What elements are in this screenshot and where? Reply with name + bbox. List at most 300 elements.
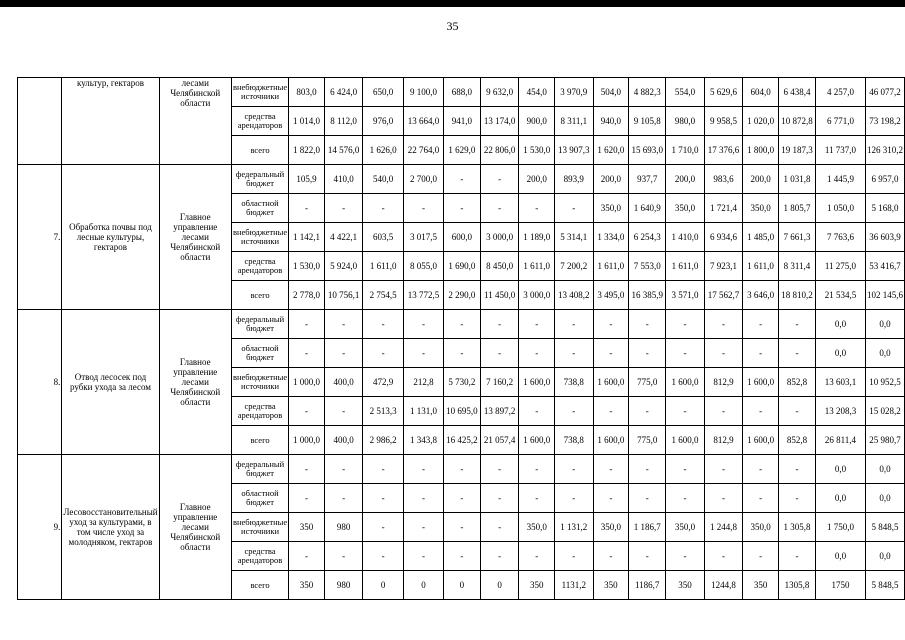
value-cell: 1 189,0 xyxy=(519,223,555,252)
value-cell: 6 771,0 xyxy=(815,107,865,136)
value-cell: 1 805,7 xyxy=(778,194,815,223)
value-cell: 540,0 xyxy=(363,165,404,194)
activity-name: Лесовосстановительный уход за культурами, в том числе уход за молодняком, гектаров xyxy=(62,455,159,600)
value-cell: 13 907,3 xyxy=(555,136,593,165)
value-cell: 350,0 xyxy=(666,513,705,542)
value-cell: 5 848,5 xyxy=(866,513,905,542)
value-cell: 1244,8 xyxy=(704,571,742,600)
value-cell: - xyxy=(555,310,593,339)
value-cell: 3 646,0 xyxy=(743,281,779,310)
value-cell: 1 000,0 xyxy=(289,426,325,455)
funding-source: всего xyxy=(231,136,288,165)
funding-source: внебюджетные источники xyxy=(231,513,288,542)
value-cell: - xyxy=(593,484,629,513)
value-cell: 812,9 xyxy=(704,368,742,397)
value-cell: 1 131,2 xyxy=(555,513,593,542)
value-cell: 738,8 xyxy=(555,426,593,455)
value-cell: 46 077,2 xyxy=(866,78,905,107)
funding-source: областной бюджет xyxy=(231,194,288,223)
value-cell: - xyxy=(480,455,518,484)
value-cell: 3 017,5 xyxy=(404,223,444,252)
value-cell: 6 254,3 xyxy=(629,223,666,252)
value-cell: - xyxy=(593,455,629,484)
value-cell: 9 100,0 xyxy=(404,78,444,107)
value-cell: 1 600,0 xyxy=(666,426,705,455)
activity-name: Отвод лесосек под рубки ухода за лесом xyxy=(62,310,159,455)
value-cell: - xyxy=(404,484,444,513)
item-number: 9. xyxy=(18,455,62,600)
value-cell: - xyxy=(704,397,742,426)
value-cell: 8 450,0 xyxy=(480,252,518,281)
funding-source: всего xyxy=(231,281,288,310)
value-cell: - xyxy=(404,455,444,484)
value-cell: - xyxy=(743,484,779,513)
value-cell: 0,0 xyxy=(866,484,905,513)
value-cell: 200,0 xyxy=(593,165,629,194)
value-cell: - xyxy=(363,194,404,223)
value-cell: - xyxy=(443,513,480,542)
value-cell: 604,0 xyxy=(743,78,779,107)
value-cell: 7 553,0 xyxy=(629,252,666,281)
value-cell: 893,9 xyxy=(555,165,593,194)
value-cell: 36 603,9 xyxy=(866,223,905,252)
value-cell: - xyxy=(704,310,742,339)
value-cell: - xyxy=(443,484,480,513)
value-cell: 2 290,0 xyxy=(443,281,480,310)
table-row xyxy=(18,455,905,484)
value-cell: 10 695,0 xyxy=(443,397,480,426)
funding-source: средства арендаторов xyxy=(231,107,288,136)
value-cell: 1 611,0 xyxy=(666,252,705,281)
value-cell: 22 764,0 xyxy=(404,136,444,165)
value-cell: 1 343,8 xyxy=(404,426,444,455)
value-cell: - xyxy=(363,542,404,571)
value-cell: - xyxy=(324,310,362,339)
value-cell: - xyxy=(778,484,815,513)
value-cell: 13 208,3 xyxy=(815,397,865,426)
funding-source: областной бюджет xyxy=(231,339,288,368)
value-cell: 1 611,0 xyxy=(593,252,629,281)
value-cell: 5 924,0 xyxy=(324,252,362,281)
item-number xyxy=(18,78,62,165)
value-cell: 1305,8 xyxy=(778,571,815,600)
value-cell: 1 600,0 xyxy=(743,368,779,397)
value-cell: 6 438,4 xyxy=(778,78,815,107)
value-cell: 0 xyxy=(480,571,518,600)
value-cell: - xyxy=(778,455,815,484)
value-cell: 200,0 xyxy=(743,165,779,194)
value-cell: - xyxy=(363,513,404,542)
value-cell: 400,0 xyxy=(324,426,362,455)
value-cell: 1 530,0 xyxy=(519,136,555,165)
value-cell: 1 800,0 xyxy=(743,136,779,165)
value-cell: - xyxy=(593,339,629,368)
value-cell: 454,0 xyxy=(519,78,555,107)
value-cell: 15 028,2 xyxy=(866,397,905,426)
value-cell: 350,0 xyxy=(666,194,705,223)
value-cell: 15 693,0 xyxy=(629,136,666,165)
value-cell: 53 416,7 xyxy=(866,252,905,281)
value-cell: - xyxy=(555,484,593,513)
value-cell: - xyxy=(289,339,325,368)
value-cell: 10 952,5 xyxy=(866,368,905,397)
value-cell: 21 534,5 xyxy=(815,281,865,310)
page-number: 35 xyxy=(446,19,459,33)
value-cell: - xyxy=(404,194,444,223)
funding-source: всего xyxy=(231,426,288,455)
value-cell: - xyxy=(480,310,518,339)
value-cell: - xyxy=(629,397,666,426)
value-cell: - xyxy=(289,194,325,223)
value-cell: 18 810,2 xyxy=(778,281,815,310)
value-cell: 11 450,0 xyxy=(480,281,518,310)
funding-source: федеральный бюджет xyxy=(231,455,288,484)
value-cell: 19 187,3 xyxy=(778,136,815,165)
value-cell: 2 700,0 xyxy=(404,165,444,194)
value-cell: - xyxy=(743,310,779,339)
value-cell: 0,0 xyxy=(866,542,905,571)
value-cell: 0 xyxy=(404,571,444,600)
value-cell: 0,0 xyxy=(815,542,865,571)
value-cell: 1 721,4 xyxy=(704,194,742,223)
value-cell: 7 763,6 xyxy=(815,223,865,252)
value-cell: 1 186,7 xyxy=(629,513,666,542)
value-cell: 603,5 xyxy=(363,223,404,252)
value-cell: 1 750,0 xyxy=(815,513,865,542)
value-cell: 3 970,9 xyxy=(555,78,593,107)
funding-source: областной бюджет xyxy=(231,484,288,513)
value-cell: 600,0 xyxy=(443,223,480,252)
value-cell: 1 600,0 xyxy=(519,368,555,397)
value-cell: 5 168,0 xyxy=(866,194,905,223)
value-cell: 937,7 xyxy=(629,165,666,194)
value-cell: 10 872,8 xyxy=(778,107,815,136)
value-cell: - xyxy=(743,339,779,368)
page-top-border xyxy=(0,0,905,7)
value-cell: 3 000,0 xyxy=(519,281,555,310)
value-cell: 6 934,6 xyxy=(704,223,742,252)
value-cell: 1 020,0 xyxy=(743,107,779,136)
value-cell: - xyxy=(519,310,555,339)
funding-source: средства арендаторов xyxy=(231,397,288,426)
value-cell: 8 055,0 xyxy=(404,252,444,281)
value-cell: - xyxy=(404,339,444,368)
value-cell: 400,0 xyxy=(324,368,362,397)
value-cell: - xyxy=(629,339,666,368)
value-cell: 5 629,6 xyxy=(704,78,742,107)
value-cell: 852,8 xyxy=(778,426,815,455)
value-cell: - xyxy=(443,310,480,339)
value-cell: 0,0 xyxy=(815,339,865,368)
value-cell: 650,0 xyxy=(363,78,404,107)
value-cell: 105,9 xyxy=(289,165,325,194)
value-cell: 1 445,9 xyxy=(815,165,865,194)
value-cell: 21 057,4 xyxy=(480,426,518,455)
table-row xyxy=(18,78,905,107)
responsible-org: Главное управление лесами Челябинской области xyxy=(159,310,231,455)
value-cell: 738,8 xyxy=(555,368,593,397)
value-cell: - xyxy=(443,542,480,571)
value-cell: - xyxy=(778,339,815,368)
value-cell: 0 xyxy=(363,571,404,600)
value-cell: 1 600,0 xyxy=(593,368,629,397)
value-cell: 0,0 xyxy=(866,455,905,484)
value-cell: 812,9 xyxy=(704,426,742,455)
value-cell: - xyxy=(629,455,666,484)
value-cell: - xyxy=(289,542,325,571)
value-cell: 976,0 xyxy=(363,107,404,136)
value-cell: 1 530,0 xyxy=(289,252,325,281)
value-cell: 472,9 xyxy=(363,368,404,397)
value-cell: - xyxy=(666,542,705,571)
value-cell: 13 408,2 xyxy=(555,281,593,310)
value-cell: 1131,2 xyxy=(555,571,593,600)
value-cell: 1 142,1 xyxy=(289,223,325,252)
value-cell: - xyxy=(404,513,444,542)
value-cell: - xyxy=(289,310,325,339)
funding-source: федеральный бюджет xyxy=(231,310,288,339)
value-cell: 688,0 xyxy=(443,78,480,107)
value-cell: 1 822,0 xyxy=(289,136,325,165)
value-cell: - xyxy=(519,542,555,571)
value-cell: 350,0 xyxy=(593,513,629,542)
value-cell: 7 661,3 xyxy=(778,223,815,252)
value-cell: 1 131,0 xyxy=(404,397,444,426)
value-cell: 11 275,0 xyxy=(815,252,865,281)
value-cell: 4 422,1 xyxy=(324,223,362,252)
value-cell: - xyxy=(555,397,593,426)
value-cell: 3 000,0 xyxy=(480,223,518,252)
value-cell: 775,0 xyxy=(629,368,666,397)
value-cell: 0 xyxy=(443,571,480,600)
value-cell: 980 xyxy=(324,571,362,600)
value-cell: - xyxy=(593,542,629,571)
value-cell: 9 632,0 xyxy=(480,78,518,107)
value-cell: 775,0 xyxy=(629,426,666,455)
value-cell: 1 305,8 xyxy=(778,513,815,542)
value-cell: 11 737,0 xyxy=(815,136,865,165)
value-cell: - xyxy=(324,542,362,571)
table-row xyxy=(18,165,905,194)
value-cell: 2 778,0 xyxy=(289,281,325,310)
value-cell: - xyxy=(666,455,705,484)
value-cell: - xyxy=(324,455,362,484)
value-cell: 200,0 xyxy=(519,165,555,194)
value-cell: 1 611,0 xyxy=(363,252,404,281)
value-cell: 9 958,5 xyxy=(704,107,742,136)
value-cell: - xyxy=(704,339,742,368)
value-cell: - xyxy=(519,397,555,426)
responsible-org: Главное управление лесами Челябинской области xyxy=(159,455,231,600)
value-cell: - xyxy=(480,484,518,513)
value-cell: - xyxy=(629,310,666,339)
value-cell: - xyxy=(324,339,362,368)
value-cell: - xyxy=(666,484,705,513)
funding-source: федеральный бюджет xyxy=(231,165,288,194)
value-cell: - xyxy=(363,455,404,484)
value-cell: 102 145,6 xyxy=(866,281,905,310)
value-cell: 1 600,0 xyxy=(519,426,555,455)
funding-source: внебюджетные источники xyxy=(231,78,288,107)
value-cell: - xyxy=(666,339,705,368)
value-cell: 3 571,0 xyxy=(666,281,705,310)
budget-table xyxy=(17,77,905,600)
value-cell: - xyxy=(555,455,593,484)
value-cell: 2 754,5 xyxy=(363,281,404,310)
value-cell: 1 600,0 xyxy=(743,426,779,455)
value-cell: 1750 xyxy=(815,571,865,600)
value-cell: 1 600,0 xyxy=(666,368,705,397)
value-cell: 7 160,2 xyxy=(480,368,518,397)
value-cell: - xyxy=(363,484,404,513)
value-cell: - xyxy=(519,339,555,368)
value-cell: 17 562,7 xyxy=(704,281,742,310)
value-cell: 1 690,0 xyxy=(443,252,480,281)
value-cell: - xyxy=(593,310,629,339)
value-cell: 13 897,2 xyxy=(480,397,518,426)
value-cell: 410,0 xyxy=(324,165,362,194)
value-cell: 1 710,0 xyxy=(666,136,705,165)
value-cell: 8 311,4 xyxy=(778,252,815,281)
value-cell: 7 200,2 xyxy=(555,252,593,281)
funding-source: средства арендаторов xyxy=(231,252,288,281)
value-cell: - xyxy=(519,484,555,513)
value-cell: 13 664,0 xyxy=(404,107,444,136)
value-cell: 2 513,3 xyxy=(363,397,404,426)
value-cell: - xyxy=(778,542,815,571)
value-cell: 980 xyxy=(324,513,362,542)
value-cell: - xyxy=(743,455,779,484)
value-cell: 14 576,0 xyxy=(324,136,362,165)
value-cell: 350,0 xyxy=(519,513,555,542)
value-cell: 16 385,9 xyxy=(629,281,666,310)
value-cell: 7 923,1 xyxy=(704,252,742,281)
value-cell: 852,8 xyxy=(778,368,815,397)
value-cell: 350,0 xyxy=(743,194,779,223)
value-cell: - xyxy=(363,339,404,368)
value-cell: - xyxy=(555,542,593,571)
value-cell: 2 986,2 xyxy=(363,426,404,455)
value-cell: - xyxy=(555,339,593,368)
value-cell: 1 626,0 xyxy=(363,136,404,165)
value-cell: - xyxy=(519,455,555,484)
value-cell: - xyxy=(629,484,666,513)
value-cell: 554,0 xyxy=(666,78,705,107)
value-cell: 1 334,0 xyxy=(593,223,629,252)
value-cell: - xyxy=(743,542,779,571)
value-cell: - xyxy=(289,455,325,484)
value-cell: 0,0 xyxy=(815,455,865,484)
value-cell: 13 603,1 xyxy=(815,368,865,397)
value-cell: - xyxy=(629,542,666,571)
value-cell: 1 014,0 xyxy=(289,107,325,136)
value-cell: - xyxy=(480,339,518,368)
item-number: 8. xyxy=(18,310,62,455)
value-cell: 940,0 xyxy=(593,107,629,136)
value-cell: - xyxy=(443,455,480,484)
value-cell: 350 xyxy=(289,513,325,542)
value-cell: 504,0 xyxy=(593,78,629,107)
value-cell: 1 050,0 xyxy=(815,194,865,223)
value-cell: 10 756,1 xyxy=(324,281,362,310)
value-cell: 350 xyxy=(743,571,779,600)
value-cell: 9 105,8 xyxy=(629,107,666,136)
value-cell: 1 640,9 xyxy=(629,194,666,223)
value-cell: 17 376,6 xyxy=(704,136,742,165)
value-cell: 1 620,0 xyxy=(593,136,629,165)
value-cell: - xyxy=(480,165,518,194)
value-cell: - xyxy=(324,194,362,223)
value-cell: - xyxy=(363,310,404,339)
value-cell: - xyxy=(404,542,444,571)
value-cell: 26 811,4 xyxy=(815,426,865,455)
value-cell: - xyxy=(480,194,518,223)
value-cell: 1 031,8 xyxy=(778,165,815,194)
funding-source: средства арендаторов xyxy=(231,542,288,571)
value-cell: 941,0 xyxy=(443,107,480,136)
value-cell: 1 485,0 xyxy=(743,223,779,252)
value-cell: - xyxy=(443,339,480,368)
value-cell: 8 112,0 xyxy=(324,107,362,136)
value-cell: - xyxy=(480,542,518,571)
value-cell: 1 000,0 xyxy=(289,368,325,397)
value-cell: 350 xyxy=(519,571,555,600)
value-cell: 983,6 xyxy=(704,165,742,194)
table-row xyxy=(18,310,905,339)
value-cell: 4 882,3 xyxy=(629,78,666,107)
value-cell: 126 310,2 xyxy=(866,136,905,165)
value-cell: - xyxy=(593,397,629,426)
value-cell: 8 311,1 xyxy=(555,107,593,136)
value-cell: 0,0 xyxy=(815,484,865,513)
value-cell: 900,0 xyxy=(519,107,555,136)
value-cell: 350 xyxy=(593,571,629,600)
value-cell: - xyxy=(289,397,325,426)
value-cell: 13 772,5 xyxy=(404,281,444,310)
value-cell: - xyxy=(778,310,815,339)
value-cell: 0,0 xyxy=(815,310,865,339)
value-cell: - xyxy=(324,397,362,426)
value-cell: - xyxy=(480,513,518,542)
value-cell: 980,0 xyxy=(666,107,705,136)
value-cell: 0,0 xyxy=(866,310,905,339)
value-cell: 3 495,0 xyxy=(593,281,629,310)
item-number: 7. xyxy=(18,165,62,310)
responsible-org: Главное управление лесами Челябинской области xyxy=(159,165,231,310)
value-cell: 350 xyxy=(666,571,705,600)
value-cell: 1 244,8 xyxy=(704,513,742,542)
activity-name: культур, гектаров xyxy=(62,78,159,165)
value-cell: 5 314,1 xyxy=(555,223,593,252)
value-cell: 13 174,0 xyxy=(480,107,518,136)
funding-source: внебюджетные источники xyxy=(231,368,288,397)
value-cell: - xyxy=(666,310,705,339)
funding-source: внебюджетные источники xyxy=(231,223,288,252)
value-cell: - xyxy=(555,194,593,223)
value-cell: 803,0 xyxy=(289,78,325,107)
value-cell: 6 957,0 xyxy=(866,165,905,194)
value-cell: 73 198,2 xyxy=(866,107,905,136)
value-cell: 1186,7 xyxy=(629,571,666,600)
responsible-org: лесами Челябинской области xyxy=(159,78,231,165)
value-cell: 1 611,0 xyxy=(519,252,555,281)
value-cell: 16 425,2 xyxy=(443,426,480,455)
value-cell: - xyxy=(519,194,555,223)
value-cell: 0,0 xyxy=(866,339,905,368)
value-cell: - xyxy=(404,310,444,339)
value-cell: - xyxy=(704,484,742,513)
value-cell: 200,0 xyxy=(666,165,705,194)
